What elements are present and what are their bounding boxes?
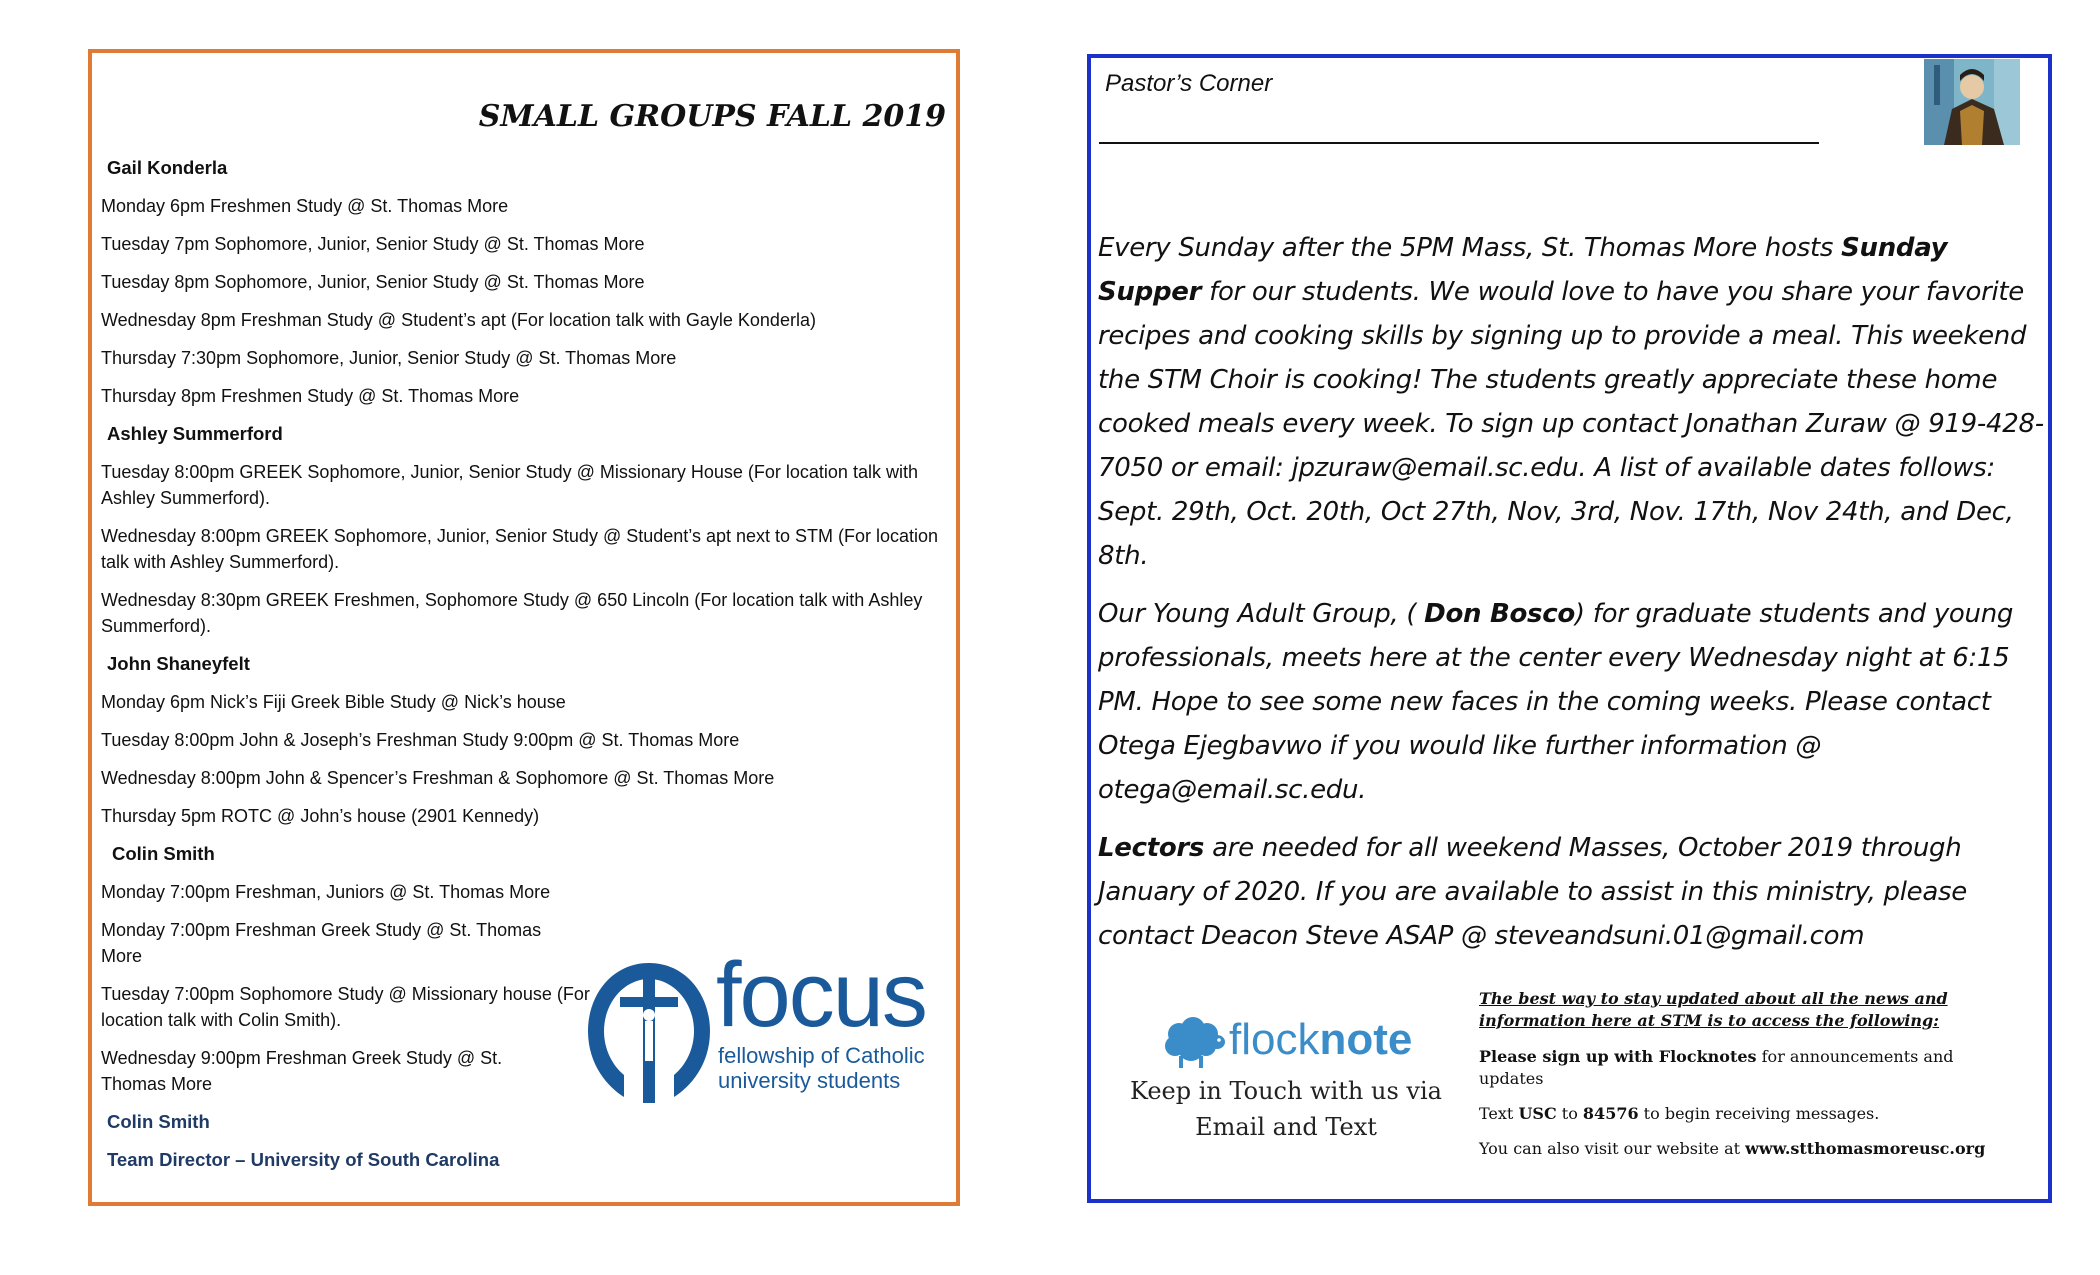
- group-item: Tuesday 8:00pm GREEK Sophomore, Junior, Senior Study @ Missionary House (For location talk with Ashley Summerford).: [101, 462, 918, 508]
- don-bosco-emphasis: Don Bosco: [1424, 599, 1575, 629]
- group-leader-name: Gail Konderla: [107, 157, 228, 178]
- group-item: Thursday 8pm Freshmen Study @ St. Thomas More: [101, 386, 520, 406]
- flocknote-tagline: Keep in Touch with us via Email and Text: [1130, 1077, 1442, 1141]
- focus-logo: [584, 944, 939, 1111]
- group-item: Wednesday 8:00pm John & Spencer’s Freshman & Sophomore @ St. Thomas More: [101, 768, 775, 788]
- lectors-paragraph: Lectors are needed for all weekend Masses, October 2019 through January of 2020. If you are available to assist in this ministry, please contact Deacon Steve ASAP @ steveandsuni.01@gmail.com: [1098, 833, 1967, 951]
- group-leader-name: Colin Smith: [112, 843, 215, 864]
- group-leader-name: Ashley Summerford: [107, 423, 283, 444]
- website-line: You can also visit our website at www.stthomasmoreusc.org: [1479, 1139, 1986, 1158]
- website-link[interactable]: www.stthomasmoreusc.org: [1745, 1139, 1986, 1158]
- focus-subtitle: [718, 1043, 925, 1093]
- group-ashley-summerford: [101, 421, 956, 639]
- stay-updated-info: [1479, 988, 2004, 1173]
- text-message-line: Text USC to 84576 to begin receiving messages.: [1479, 1104, 1880, 1123]
- sheep-icon: [1161, 1012, 1227, 1072]
- group-item: Thursday 5pm ROTC @ John’s house (2901 Kennedy): [101, 806, 540, 826]
- focus-wordmark: focus: [716, 944, 926, 1046]
- flocknote-wordmark: flocknote: [1229, 1015, 1413, 1064]
- young-adult-paragraph: Our Young Adult Group, ( Don Bosco) for graduate students and young professionals, meets here at the center every Wednesday night at 6:15 PM. Hope to see some new faces in the coming weeks. Please contact Otega Ejegbavwo if you would like further information @ otega@email.sc.edu.: [1098, 599, 2014, 805]
- group-item: Monday 7:00pm Freshman Greek Study @ St. Thomas More: [101, 920, 542, 966]
- flocknote-signup-line: Please sign up with Flocknotes for announcements and updates: [1479, 1047, 1954, 1088]
- focus-cross-icon: [584, 957, 714, 1107]
- group-john-shaneyfelt: [101, 651, 956, 829]
- group-item: Monday 6pm Nick’s Fiji Greek Bible Study @ Nick’s house: [101, 692, 566, 712]
- pastors-corner-panel: [1087, 54, 2052, 1203]
- group-item: Wednesday 8:30pm GREEK Freshmen, Sophomore Study @ 650 Lincoln (For location talk with Ashley Summerford).: [101, 590, 923, 636]
- info-heading: The best way to stay updated about all the news and information here at STM is to access the following:: [1479, 989, 1948, 1030]
- flocknote-logo: [1161, 1008, 1411, 1074]
- group-item: Tuesday 7:00pm Sophomore Study @ Missionary house (For location talk with Colin Smith).: [101, 984, 590, 1030]
- sunday-supper-emphasis: Sunday Supper: [1098, 233, 1948, 307]
- group-item: Tuesday 8:00pm John & Joseph’s Freshman Study 9:00pm @ St. Thomas More: [101, 730, 740, 750]
- group-item: Monday 7:00pm Freshman, Juniors @ St. Thomas More: [101, 882, 551, 902]
- sunday-supper-paragraph: Every Sunday after the 5PM Mass, St. Thomas More hosts Sunday Supper for our students. We would love to have you share your favorite recipes and cooking skills by signing up to provide a meal. This weekend the STM Choir is cooking! The students greatly appreciate these home cooked meals every week. To sign up contact Jonathan Zuraw @ 919-428-7050 or email: jpzuraw@email.sc.edu. A list of available dates follows: Sept. 29th, Oct. 20th, Oct 27th, Nov, 3rd, Nov. 17th, Nov 24th, and Dec, 8th.: [1098, 233, 2044, 571]
- lectors-emphasis: Lectors: [1098, 833, 1205, 863]
- focus-subtitle-line: university students: [718, 1068, 901, 1093]
- group-leader-name: John Shaneyfelt: [107, 653, 250, 674]
- group-item: Tuesday 7pm Sophomore, Junior, Senior Study @ St. Thomas More: [101, 234, 645, 254]
- small-groups-title: SMALL GROUPS FALL 2019: [478, 99, 946, 134]
- group-item: Wednesday 8pm Freshman Study @ Student’s apt (For location talk with Gayle Konderla): [101, 310, 816, 330]
- focus-subtitle-line: fellowship of Catholic: [718, 1043, 925, 1068]
- saint-thomas-more-image: [1924, 59, 2020, 145]
- small-groups-panel: [88, 49, 960, 1206]
- signature-title: Team Director – University of South Carolina: [107, 1149, 500, 1170]
- heading-rule: [1099, 142, 1819, 144]
- group-item: Wednesday 9:00pm Freshman Greek Study @ St. Thomas More: [101, 1048, 503, 1094]
- pastors-corner-heading: Pastor’s Corner: [1105, 70, 1273, 97]
- group-item: Wednesday 8:00pm GREEK Sophomore, Junior, Senior Study @ Student’s apt next to STM (For location talk with Ashley Summerford).: [101, 526, 939, 572]
- group-item: Tuesday 8pm Sophomore, Junior, Senior Study @ St. Thomas More: [101, 272, 645, 292]
- pastors-corner-body: [1098, 226, 2048, 972]
- group-item: Monday 6pm Freshmen Study @ St. Thomas More: [101, 196, 509, 216]
- group-item: Thursday 7:30pm Sophomore, Junior, Senior Study @ St. Thomas More: [101, 348, 677, 368]
- signature-name: Colin Smith: [107, 1111, 210, 1132]
- group-gail-konderla: [101, 155, 956, 409]
